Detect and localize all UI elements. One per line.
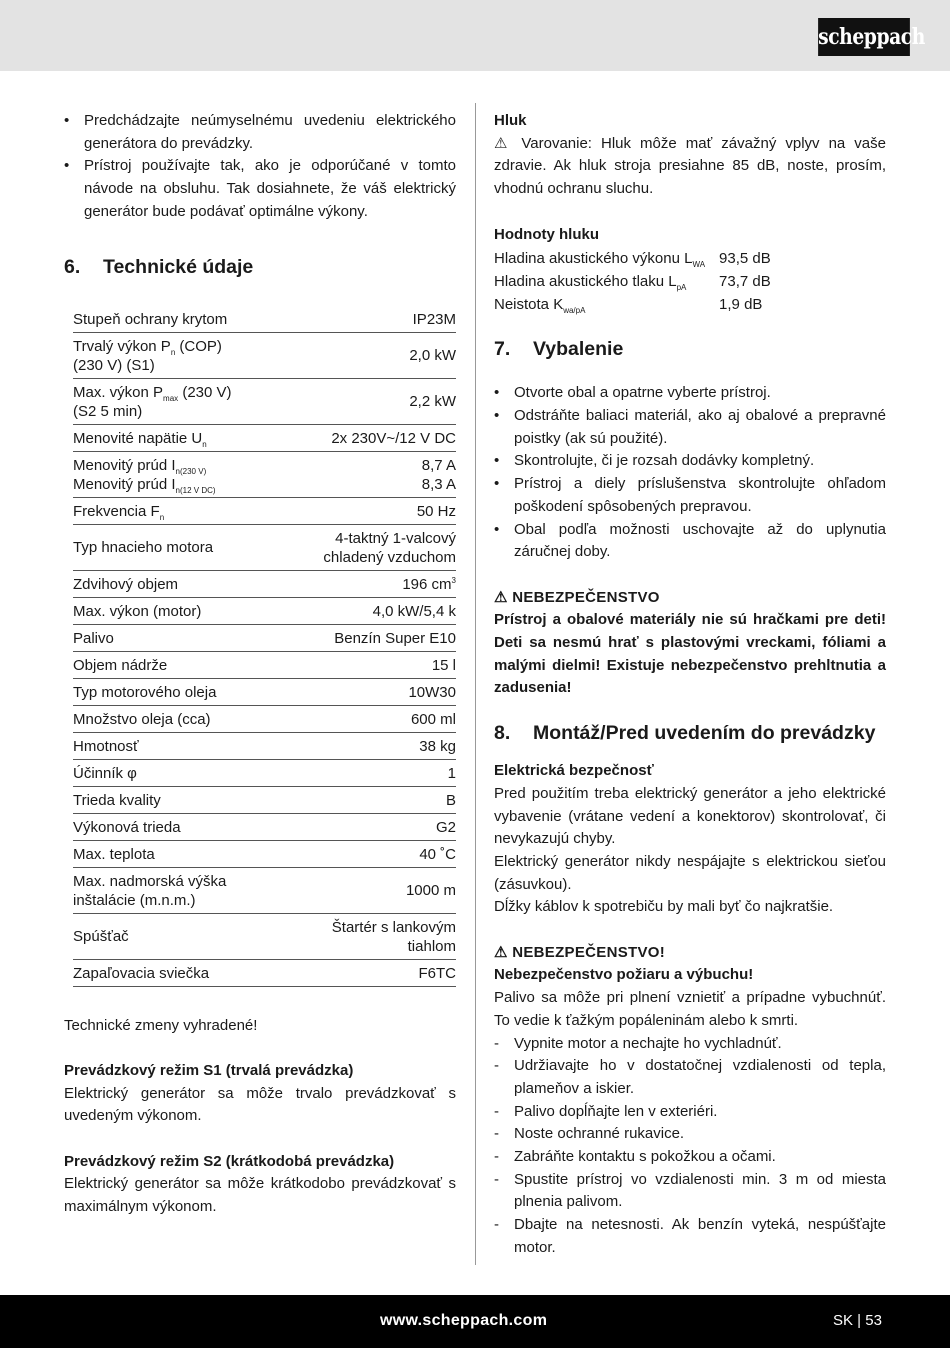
- spec-value: [282, 759, 456, 786]
- right-column: [494, 110, 886, 1260]
- spec-label-text: (COP): [175, 337, 222, 355]
- spec-row: [73, 867, 456, 913]
- spec-table: [73, 308, 456, 987]
- spec-value: [282, 959, 456, 986]
- spec-label-text: Hmotnosť: [73, 737, 139, 755]
- spec-row: [73, 424, 456, 451]
- spec-value-text: F6TC: [418, 964, 456, 982]
- danger-text: Prístroj a obalové materiály nie sú hračkami pre deti! Deti sa nesmú hrať s plastovými vreckami, fóliami a malými dielmi! Existuje nebezpečenstvo prehltnutia a zadusenia!: [494, 611, 886, 697]
- fuel-rules-list: [494, 1033, 886, 1260]
- spec-label-subscript: n: [159, 512, 165, 522]
- noise-label: [494, 246, 719, 271]
- spec-label-text: Typ motorového oleja: [73, 683, 217, 701]
- spec-label: [73, 732, 282, 759]
- spec-value-text: 38 kg: [419, 737, 456, 755]
- intro-bullets: [64, 110, 456, 224]
- spec-value: [282, 524, 456, 570]
- spec-value: [282, 705, 456, 732]
- spec-value: [282, 497, 456, 524]
- danger-title: ⚠ NEBEZPEČENSTVO!: [494, 943, 666, 961]
- s1-text: Elektrický generátor sa môže trvalo prevádzkovať s uvedeným výkonom.: [64, 1084, 456, 1125]
- spec-value-text: G2: [435, 818, 456, 836]
- spec-value-text: 8,3 A: [421, 475, 456, 493]
- s2-text: Elektrický generátor sa môže krátkodobo prevádzkovať s maximálnym výkonom.: [64, 1175, 456, 1216]
- spec-row: [73, 759, 456, 786]
- spec-row: [73, 678, 456, 705]
- spec-value: [282, 913, 456, 959]
- spec-label-text: Zapaľovacia sviečka: [73, 964, 210, 982]
- noise-row: [494, 271, 771, 294]
- spec-value: [282, 378, 456, 424]
- section-heading-7: 7. Vybalenie: [494, 338, 624, 361]
- spec-label: [73, 786, 282, 813]
- list-item: • Prístroj a diely príslušenstva skontrolujte ohľadom poškodení spôsobených prepravou.: [494, 473, 886, 518]
- website-link[interactable]: www.scheppach.com: [380, 1312, 548, 1329]
- spec-value: [282, 332, 456, 378]
- spec-label: [73, 308, 282, 333]
- list-item: • Odstráňte baliaci materiál, ako aj obalové a prepravné poistky (ak sú použité).: [494, 405, 886, 450]
- spec-label-text: Objem nádrže: [73, 656, 168, 674]
- list-item: - Spustite prístroj vo vzdialenosti min. 3 m od miesta plnenia palivom.: [494, 1169, 886, 1214]
- spec-value: [282, 732, 456, 759]
- spec-label: [73, 424, 282, 451]
- spec-label-subscript: n: [202, 439, 207, 449]
- changes-note: Technické zmeny vyhradené!: [64, 1016, 258, 1034]
- spec-row: [73, 840, 456, 867]
- list-item: • Prístroj používajte tak, ako je odporúčané v tomto návode na obsluhu. Tak dosiahnete, že váš elektrický generátor bude podávať optimálne výkony.: [64, 155, 456, 223]
- spec-label: [73, 570, 282, 597]
- noise-row: [494, 246, 771, 271]
- spec-row: [73, 705, 456, 732]
- spec-value: [282, 678, 456, 705]
- spec-label-text: Množstvo oleja (cca): [73, 710, 211, 728]
- elec-safety-text: Pred použitím treba elektrický generátor a jeho elektrické vybavenie (vrátane vedení a konektorov) skontrolovať, či nevykazujú chyby.: [494, 784, 886, 848]
- left-column: [64, 110, 456, 1219]
- spec-label: [73, 959, 282, 986]
- noise-warning: ⚠ Varovanie: Hluk môže mať závažný vplyv na vaše zdravie. Ak hluk stroja presiahne 85 dB, noste, prosím, vhodnú ochranu sluchu.: [494, 134, 886, 198]
- spec-value-text: IP23M: [412, 310, 456, 328]
- list-item: • Obal podľa možnosti uschovajte až do uplynutia záručnej doby.: [494, 519, 886, 564]
- elec-safety-text: Elektrický generátor nikdy nespájajte s elektrickou sieťou (zásuvkou).: [494, 852, 886, 893]
- noise-value: 1,9 dB: [719, 295, 763, 313]
- noise-label: [494, 294, 719, 317]
- spec-value-text: 1: [447, 764, 456, 782]
- spec-label: [73, 840, 282, 867]
- spec-label-text: Typ hnacieho motora: [73, 539, 214, 557]
- spec-label: [73, 678, 282, 705]
- elec-safety-title: Elektrická bezpečnosť: [494, 762, 654, 780]
- spec-value-text: tiahlom: [407, 937, 456, 955]
- spec-label-text: Trieda kvality: [73, 791, 161, 809]
- spec-label: [73, 451, 282, 497]
- spec-value-text: 600 ml: [410, 710, 456, 728]
- spec-label: [73, 759, 282, 786]
- spec-label-text: Výkonová trieda: [73, 818, 181, 836]
- scheppach-logo: scheppach: [818, 18, 910, 56]
- noise-label-subscript: pA: [676, 282, 687, 292]
- spec-value-text: 4,0 kW/5,4 k: [372, 602, 456, 620]
- noise-label: [494, 271, 719, 294]
- spec-row: [73, 732, 456, 759]
- s2-title: Prevádzkový režim S2 (krátkodobá prevádzka): [64, 1152, 395, 1170]
- spec-value: [282, 624, 456, 651]
- spec-label-text: Max. nadmorská výška: [73, 872, 227, 890]
- noise-values-title: Hodnoty hluku: [494, 225, 599, 243]
- spec-row: [73, 786, 456, 813]
- spec-value: [282, 651, 456, 678]
- noise-values-table: [494, 246, 771, 316]
- spec-value-text: 196 cm: [402, 575, 452, 593]
- spec-label-text: Stupeň ochrany krytom: [73, 310, 228, 328]
- spec-label-subscript: n(230 V): [175, 466, 207, 476]
- spec-label: [73, 624, 282, 651]
- list-item: - Zabráňte kontaktu s pokožkou a očami.: [494, 1146, 886, 1169]
- spec-label-text: Max. výkon (motor): [73, 602, 202, 620]
- spec-value: [282, 424, 456, 451]
- spec-value-text: 15 l: [431, 656, 456, 674]
- spec-label-text: (230 V): [178, 383, 232, 401]
- spec-value: [282, 867, 456, 913]
- spec-label: [73, 813, 282, 840]
- spec-label: [73, 524, 282, 570]
- spec-label-text: Spúšťač: [73, 928, 129, 946]
- spec-label-text: (S2 5 min): [73, 402, 143, 420]
- spec-row: [73, 497, 456, 524]
- spec-row: [73, 308, 456, 333]
- spec-label-text: Max. teplota: [73, 845, 155, 863]
- spec-value-superscript: 3: [451, 575, 456, 585]
- spec-value: [282, 813, 456, 840]
- spec-row: [73, 597, 456, 624]
- list-item: - Udržiavajte ho v dostatočnej vzdialenosti od tepla, plameňov a iskier.: [494, 1055, 886, 1100]
- spec-label: [73, 705, 282, 732]
- spec-row: [73, 913, 456, 959]
- page-number: SK | 53: [833, 1312, 882, 1329]
- noise-label-subscript: wa/pA: [563, 305, 586, 315]
- noise-value: 73,7 dB: [719, 272, 771, 290]
- list-item: • Predchádzajte neúmyselnému uvedeniu elektrického generátora do prevádzky.: [64, 110, 456, 155]
- spec-label-text: Menovité napätie U: [73, 429, 203, 447]
- spec-label-text: Účinník φ: [73, 764, 137, 782]
- elec-safety-text: Dĺžky káblov k spotrebiču by mali byť čo najkratšie.: [494, 898, 834, 916]
- danger-title: ⚠ NEBEZPEČENSTVO: [494, 588, 660, 606]
- spec-row: [73, 570, 456, 597]
- spec-label: [73, 867, 282, 913]
- spec-label: [73, 913, 282, 959]
- spec-label: [73, 497, 282, 524]
- spec-value-text: 4-taktný 1-valcový: [335, 529, 456, 547]
- s1-title: Prevádzkový režim S1 (trvalá prevádzka): [64, 1061, 354, 1079]
- noise-label-subscript: WA: [692, 260, 706, 270]
- spec-value-text: 10W30: [408, 683, 456, 701]
- section-heading-6: 6. Technické údaje: [64, 255, 254, 278]
- spec-label-text: (230 V) (S1): [73, 356, 155, 374]
- spec-value-text: 2,0 kW: [409, 347, 456, 365]
- danger-text: Palivo sa môže pri plnení vznietiť a prípadne vybuchnúť. To vedie k ťažkým popáleninám alebo k smrti.: [494, 989, 886, 1029]
- spec-value-text: 2x 230V~/12 V DC: [331, 429, 456, 447]
- spec-label-subscript: n: [170, 347, 176, 357]
- spec-label-subscript: max: [163, 393, 179, 403]
- unpack-list: [494, 382, 886, 564]
- spec-label: [73, 332, 282, 378]
- list-item: • Skontrolujte, či je rozsah dodávky kompletný.: [494, 450, 886, 473]
- spec-value-text: 8,7 A: [421, 456, 456, 474]
- spec-value: [282, 597, 456, 624]
- spec-row: [73, 959, 456, 986]
- spec-value: [282, 786, 456, 813]
- list-item: - Palivo dopĺňajte len v exteriéri.: [494, 1101, 886, 1124]
- noise-label-text: Hladina akustického výkonu L: [494, 250, 693, 268]
- spec-row: [73, 451, 456, 497]
- spec-row: [73, 378, 456, 424]
- spec-value-text: 2,2 kW: [409, 393, 456, 411]
- spec-row: [73, 651, 456, 678]
- list-item: • Otvorte obal a opatrne vyberte prístroj.: [494, 382, 886, 405]
- spec-value: [282, 570, 456, 597]
- spec-label: [73, 378, 282, 424]
- spec-label-text: Zdvihový objem: [73, 575, 179, 593]
- spec-label: [73, 651, 282, 678]
- list-item: - Dbajte na netesnosti. Ak benzín vyteká, nespúšťajte motor.: [494, 1214, 886, 1259]
- spec-label: [73, 597, 282, 624]
- list-item: - Vypnite motor a nechajte ho vychladnúť.: [494, 1033, 886, 1056]
- column-divider: [475, 103, 476, 1265]
- spec-label-text: Menovitý prúd I: [73, 475, 176, 493]
- spec-value-text: Benzín Super E10: [334, 629, 456, 647]
- spec-value: [282, 840, 456, 867]
- spec-label-text: Trvalý výkon P: [73, 337, 171, 355]
- spec-row: [73, 624, 456, 651]
- section-heading-8: 8. Montáž/Pred uvedením do prevádzky: [494, 722, 876, 745]
- danger-subtitle: Nebezpečenstvo požiaru a výbuchu!: [494, 966, 754, 984]
- spec-row: [73, 524, 456, 570]
- page-header: [0, 0, 950, 71]
- spec-value-text: B: [445, 791, 456, 809]
- page-footer: [0, 1295, 950, 1348]
- spec-value-text: Štartér s lankovým: [331, 918, 456, 936]
- spec-label-text: inštalácie (m.n.m.): [73, 891, 196, 909]
- spec-row: [73, 813, 456, 840]
- spec-label-subscript: n(12 V DC): [175, 485, 216, 495]
- spec-label-text: Menovitý prúd I: [73, 456, 176, 474]
- noise-row: [494, 294, 771, 317]
- spec-label-text: Max. výkon P: [73, 383, 164, 401]
- noise-title: Hluk: [494, 112, 527, 129]
- spec-value-text: 1000 m: [405, 882, 456, 900]
- spec-label-text: Frekvencia F: [73, 502, 160, 520]
- noise-label-text: Hladina akustického tlaku L: [494, 272, 677, 290]
- spec-value-text: 50 Hz: [416, 502, 456, 520]
- spec-value: [282, 308, 456, 333]
- spec-value: [282, 451, 456, 497]
- spec-row: [73, 332, 456, 378]
- spec-value-text: 40 ˚C: [419, 845, 456, 863]
- noise-label-text: Neistota K: [494, 295, 564, 313]
- list-item: - Noste ochranné rukavice.: [494, 1123, 886, 1146]
- spec-label-text: Palivo: [73, 629, 114, 647]
- noise-value: 93,5 dB: [719, 250, 771, 268]
- spec-value-text: chladený vzduchom: [323, 548, 456, 566]
